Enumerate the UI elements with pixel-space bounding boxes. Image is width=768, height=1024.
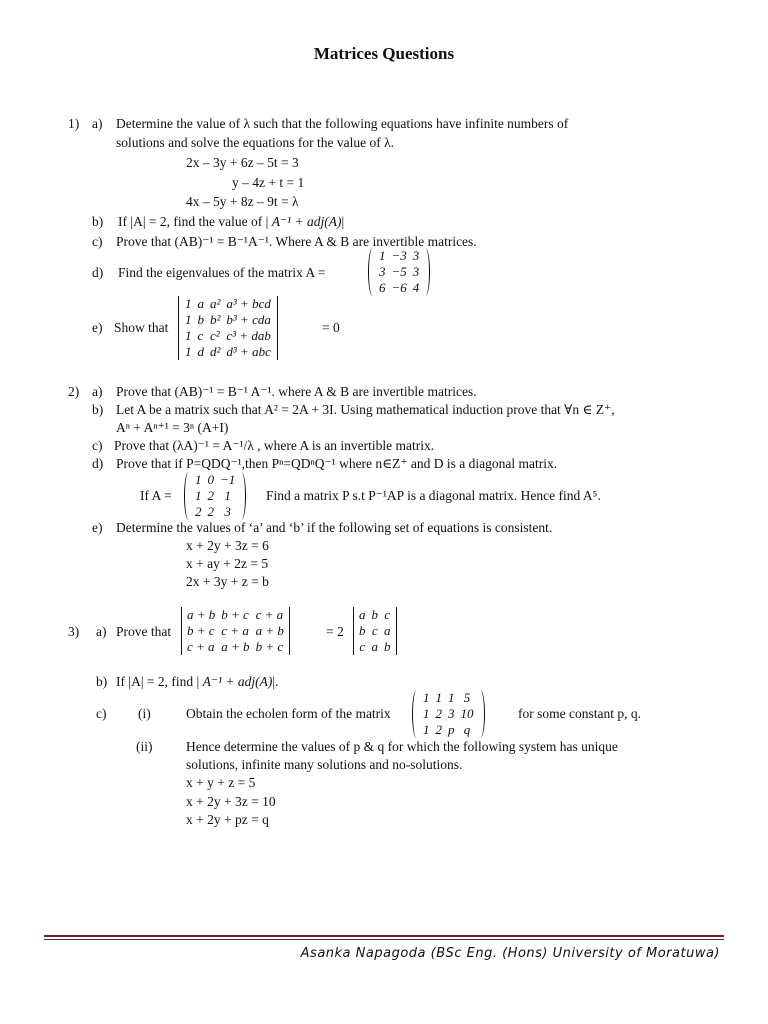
q2d-text: Prove that if P=QDQ⁻¹,then Pⁿ=QDⁿQ⁻¹ where n∈Z⁺ and D is a diagonal matrix. — [116, 456, 558, 471]
q3a-text: Prove that — [116, 624, 172, 639]
q3a-determinant-right — [352, 607, 398, 655]
matrix-cell: d² — [210, 344, 221, 359]
matrix-cell: b + c — [187, 623, 215, 638]
q1e-text: Show that — [114, 320, 169, 335]
q3ci-text2: for some constant p, q. — [518, 706, 641, 721]
matrix-cell: 1 — [185, 328, 192, 343]
matrix-cell: a + b — [187, 607, 216, 622]
q3cii-text-line2: solutions, infinite many solutions and no-solutions. — [186, 757, 463, 772]
matrix-cell: a — [371, 639, 378, 654]
matrix-cell: b + c — [255, 639, 284, 654]
matrix-cell: p — [448, 722, 455, 737]
q1-equation-1: 2x – 3y + 6z – 5t = 3 — [186, 155, 299, 170]
matrix-row — [376, 264, 422, 280]
q2d-label: d) — [92, 456, 104, 471]
matrix-cell: a + b — [255, 623, 284, 638]
matrix-cell: c + a — [187, 639, 215, 654]
matrix-row — [182, 296, 274, 312]
matrix-cell: a³ + bcd — [226, 296, 271, 311]
matrix-cell: 1 — [185, 296, 192, 311]
q2e-text: Determine the values of ‘a’ and ‘b’ if the following set of equations is consistent. — [116, 520, 553, 535]
matrix-row — [184, 623, 287, 639]
footer-rule — [44, 935, 724, 937]
matrix-cell: −5 — [391, 264, 407, 279]
q3-equation-1: x + y + z = 5 — [186, 775, 256, 790]
q2c-text: Prove that (λA)⁻¹ = A⁻¹/λ , where A is an invertible matrix. — [114, 438, 435, 453]
matrix-cell: 2 — [195, 504, 202, 519]
matrix-cell: b — [197, 312, 204, 327]
matrix-cell: c + a — [221, 623, 249, 638]
matrix-cell: 3 — [224, 504, 231, 519]
q1d-matrix — [368, 248, 430, 296]
q3a-equals-2: = 2 — [326, 624, 344, 639]
q3a-label: a) — [96, 624, 107, 639]
matrix-cell: 1 — [185, 344, 192, 359]
matrix-cell: c² — [210, 328, 220, 343]
matrix-cell: 1 — [224, 488, 231, 503]
matrix-cell: c — [371, 623, 378, 638]
q3c-label: c) — [96, 706, 107, 721]
matrix-cell: a + b — [221, 639, 250, 654]
matrix-cell: c — [359, 639, 366, 654]
q2a-text: Prove that (AB)⁻¹ = B⁻¹ A⁻¹. where A & B are invertible matrices. — [116, 384, 477, 399]
matrix-cell: 2 — [435, 706, 442, 721]
matrix-cell: 1 — [195, 488, 202, 503]
matrix-row — [420, 690, 477, 706]
matrix-cell: 5 — [463, 690, 471, 705]
q3-equation-2: x + 2y + 3z = 10 — [186, 794, 276, 809]
matrix-cell: a — [359, 607, 366, 622]
matrix-cell: d³ + abc — [226, 344, 271, 359]
matrix-row — [376, 280, 422, 296]
q1e-label: e) — [92, 320, 103, 335]
q3cii-text-line1: Hence determine the values of p & q for which the following system has unique — [186, 739, 618, 754]
q1-equation-2: y – 4z + t = 1 — [232, 175, 305, 190]
q2d-if-label: If A = — [140, 488, 172, 503]
matrix-cell: 6 — [379, 280, 386, 295]
matrix-row — [182, 328, 274, 344]
q3ci-label: (i) — [138, 706, 151, 721]
q2-equation-2: x + ay + 2z = 5 — [186, 556, 269, 571]
q3-equation-3: x + 2y + pz = q — [186, 812, 269, 827]
matrix-cell: 1 — [379, 248, 386, 263]
q1a-label: a) — [92, 116, 103, 131]
matrix-row — [356, 639, 394, 655]
matrix-cell: a² — [210, 296, 221, 311]
q2b-text-line2: Aⁿ + Aⁿ⁺¹ = 3ⁿ (A+I) — [116, 420, 229, 435]
q1-equation-3: 4x – 5y + 8z – 9t = λ — [186, 194, 299, 209]
matrix-cell: 1 — [435, 690, 442, 705]
matrix-cell: b — [384, 639, 391, 654]
q3b-text: If |A| = 2, find | A⁻¹ + adj(A)|. — [116, 674, 279, 689]
matrix-row — [184, 607, 287, 623]
matrix-cell: c — [384, 607, 391, 622]
q1c-text: Prove that (AB)⁻¹ = B⁻¹A⁻¹. Where A & B are invertible matrices. — [116, 234, 477, 249]
q1-number: 1) — [68, 116, 80, 131]
matrix-cell: c + a — [255, 607, 284, 622]
page-title: Matrices Questions — [313, 44, 455, 63]
q2-equation-3: 2x + 3y + z = b — [186, 574, 269, 589]
q2-equation-1: x + 2y + 3z = 6 — [186, 538, 269, 553]
q1c-label: c) — [92, 234, 103, 249]
q3a-determinant-left — [180, 607, 291, 655]
matrix-cell: q — [463, 722, 471, 737]
q1d-text: Find the eigenvalues of the matrix A = — [118, 265, 326, 280]
matrix-row — [420, 706, 477, 722]
matrix-row — [182, 344, 274, 360]
matrix-cell: a — [384, 623, 391, 638]
matrix-cell: −3 — [391, 248, 407, 263]
matrix-cell: 4 — [412, 280, 420, 295]
q2a-label: a) — [92, 384, 103, 399]
matrix-cell: 1 — [185, 312, 192, 327]
q3-number: 3) — [68, 624, 80, 639]
matrix-row — [420, 722, 477, 738]
q1b-text: If |A| = 2, find the value of | A⁻¹ + adj(A)| — [118, 214, 345, 229]
footer-author: Asanka Napagoda (BSc Eng. (Hons) University of Moratuwa) — [300, 946, 720, 961]
q1d-label: d) — [92, 265, 104, 280]
matrix-cell: 1 — [448, 690, 455, 705]
matrix-cell: b² — [210, 312, 221, 327]
matrix-cell: 2 — [207, 488, 214, 503]
matrix-cell: d — [197, 344, 204, 359]
q1a-text-line2: solutions and solve the equations for the value of λ. — [116, 135, 394, 150]
footer-rule-thin — [44, 939, 724, 940]
matrix-row — [192, 472, 238, 488]
matrix-row — [356, 607, 394, 623]
matrix-cell: 10 — [460, 706, 474, 721]
q2b-label: b) — [92, 402, 104, 417]
matrix-cell: −1 — [220, 472, 236, 487]
matrix-cell: b³ + cda — [226, 312, 271, 327]
matrix-cell: 1 — [423, 690, 430, 705]
matrix-row — [356, 623, 394, 639]
matrix-row — [376, 248, 422, 264]
matrix-cell: c — [197, 328, 204, 343]
matrix-row — [192, 504, 238, 520]
matrix-cell: 2 — [207, 504, 214, 519]
matrix-cell: b — [371, 607, 378, 622]
q1e-rhs: = 0 — [322, 320, 340, 335]
q1e-determinant — [177, 296, 279, 360]
matrix-cell: 1 — [423, 722, 430, 737]
matrix-row — [184, 639, 287, 655]
matrix-cell: 3 — [412, 248, 420, 263]
matrix-cell: b — [359, 623, 366, 638]
matrix-cell: 3 — [448, 706, 455, 721]
q2c-label: c) — [92, 438, 103, 453]
matrix-cell: 3 — [379, 264, 386, 279]
q2e-label: e) — [92, 520, 103, 535]
matrix-cell: b + c — [221, 607, 249, 622]
matrix-cell: −6 — [391, 280, 407, 295]
q2-number: 2) — [68, 384, 80, 399]
matrix-cell: 1 — [423, 706, 430, 721]
matrix-cell: c³ + dab — [226, 328, 271, 343]
q2b-text-line1: Let A be a matrix such that A² = 2A + 3I. Using mathematical induction prove that ∀n ∈ Z⁺, — [116, 402, 615, 417]
matrix-cell: 1 — [195, 472, 202, 487]
q3ci-text: Obtain the echolen form of the matrix — [186, 706, 391, 721]
q3ci-matrix — [412, 690, 485, 738]
matrix-cell: 3 — [412, 264, 420, 279]
q1b-label: b) — [92, 214, 104, 229]
q3b-label: b) — [96, 674, 108, 689]
matrix-cell: 2 — [435, 722, 442, 737]
matrix-row — [192, 488, 238, 504]
matrix-row — [182, 312, 274, 328]
q2d-matrix — [184, 472, 246, 520]
matrix-cell: 0 — [207, 472, 214, 487]
q3cii-label: (ii) — [136, 739, 153, 754]
q1a-text-line1: Determine the value of λ such that the following equations have infinite numbers of — [116, 116, 569, 131]
matrix-cell: a — [197, 296, 204, 311]
q2d-text2: Find a matrix P s.t P⁻¹AP is a diagonal matrix. Hence find A⁵. — [266, 488, 601, 503]
